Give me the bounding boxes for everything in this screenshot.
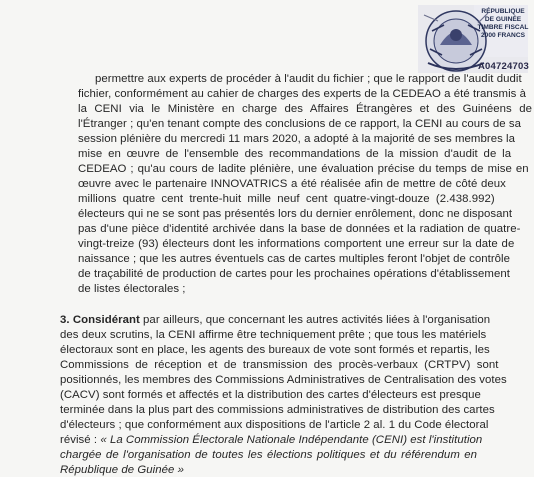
- text-line: électeurs qui ne se sont pas présentés lors du dernier enrôlement, donc ne disposant: [78, 208, 513, 220]
- text-line: vingt-treize (93) électeurs dont les informations comportent une erreur sur la date de: [78, 238, 515, 250]
- text-line: (CACV) sont formés et affectés et la distribution des cartes d'électeurs est presque: [60, 389, 481, 401]
- text-line: fichier, conformément au cahier de charges des experts de la CEDEAO a été transmis à: [78, 88, 527, 100]
- text-fragment: par ailleurs, que concernant les autres activités liées à l'organisation: [139, 314, 491, 326]
- text-line: [60, 313, 490, 327]
- text-line: CEDEAO ; qu'au cours de ladite plénière, une évaluation précise du temps de mise en: [78, 163, 529, 175]
- text-line: naissance ; que les autres éventuels cas de cartes multiples feront l'objet de contrôle: [78, 253, 511, 265]
- text-line: session plénière du mercredi 11 mars 2020, a adopté à la majorité de ses membres la: [78, 133, 516, 145]
- text-line: de traçabilité de production de cartes pour les prochaines opérations d'établissement: [78, 268, 510, 280]
- text-line: l'Étranger ; qu'en tenant compte des conclusions de ce rapport, la CENI au cours de sa: [78, 118, 522, 130]
- text-line: terminée dans la plus part des commissions administratives de distribution des cartes: [60, 404, 495, 416]
- quoted-text: « La Commission Électorale Nationale Indépendante (CENI) est l'institution: [100, 434, 483, 446]
- text-line: Commissions de réception et de transmission des procès-verbaux (CRTPV) sont: [60, 359, 499, 371]
- text-line: pas d'une pièce d'identité archivée dans la base de données et la radiation de quatre-: [78, 223, 521, 235]
- stamp-label: RÉPUBLIQUE DE GUINÉE TIMBRE FISCAL 2000 FRANCS: [477, 8, 529, 39]
- text-line: positionnés, les membres des Commissions Administratives de Centralisation des votes: [60, 374, 507, 386]
- text-line: d'électeurs ; que conformément aux dispositions de l'article 2 al. 1 du Code électoral: [60, 419, 489, 431]
- text-line: de listes électorales ;: [78, 283, 186, 295]
- text-line: [60, 433, 482, 447]
- text-line: millions quatre cent trente-huit mille neuf cent quatre-vingt-douze (2.438.992): [78, 193, 495, 205]
- quoted-text: chargée de l'organisation de toutes les élections politiques et du référendum en: [60, 449, 478, 461]
- paragraph-number: 3. Considérant: [60, 314, 140, 326]
- text-line: mise en œuvre de l'ensemble des recommandations de la mission d'audit de la: [78, 148, 512, 160]
- stamp-serial-number: A04724703: [478, 61, 529, 72]
- text-fragment: révisé :: [60, 434, 101, 446]
- text-line: des deux scrutins, la CENI affirme être techniquement prête ; que tous les matériels: [60, 329, 487, 341]
- text-line: électoraux sont en place, les agents des bureaux de vote sont formés et repartis, les: [60, 344, 490, 356]
- text-line: œuvre avec le partenaire INNOVATRICS a été réalisée afin de mettre de côté deux: [78, 178, 506, 190]
- text-line: la CENI via le Ministère en charge des Affaires Étrangères et des Guinéens de: [78, 103, 532, 115]
- quoted-text: République de Guinée »: [60, 464, 184, 476]
- text-line: permettre aux experts de procéder à l'audit du fichier ; que le rapport de l'audit dudit: [95, 73, 522, 85]
